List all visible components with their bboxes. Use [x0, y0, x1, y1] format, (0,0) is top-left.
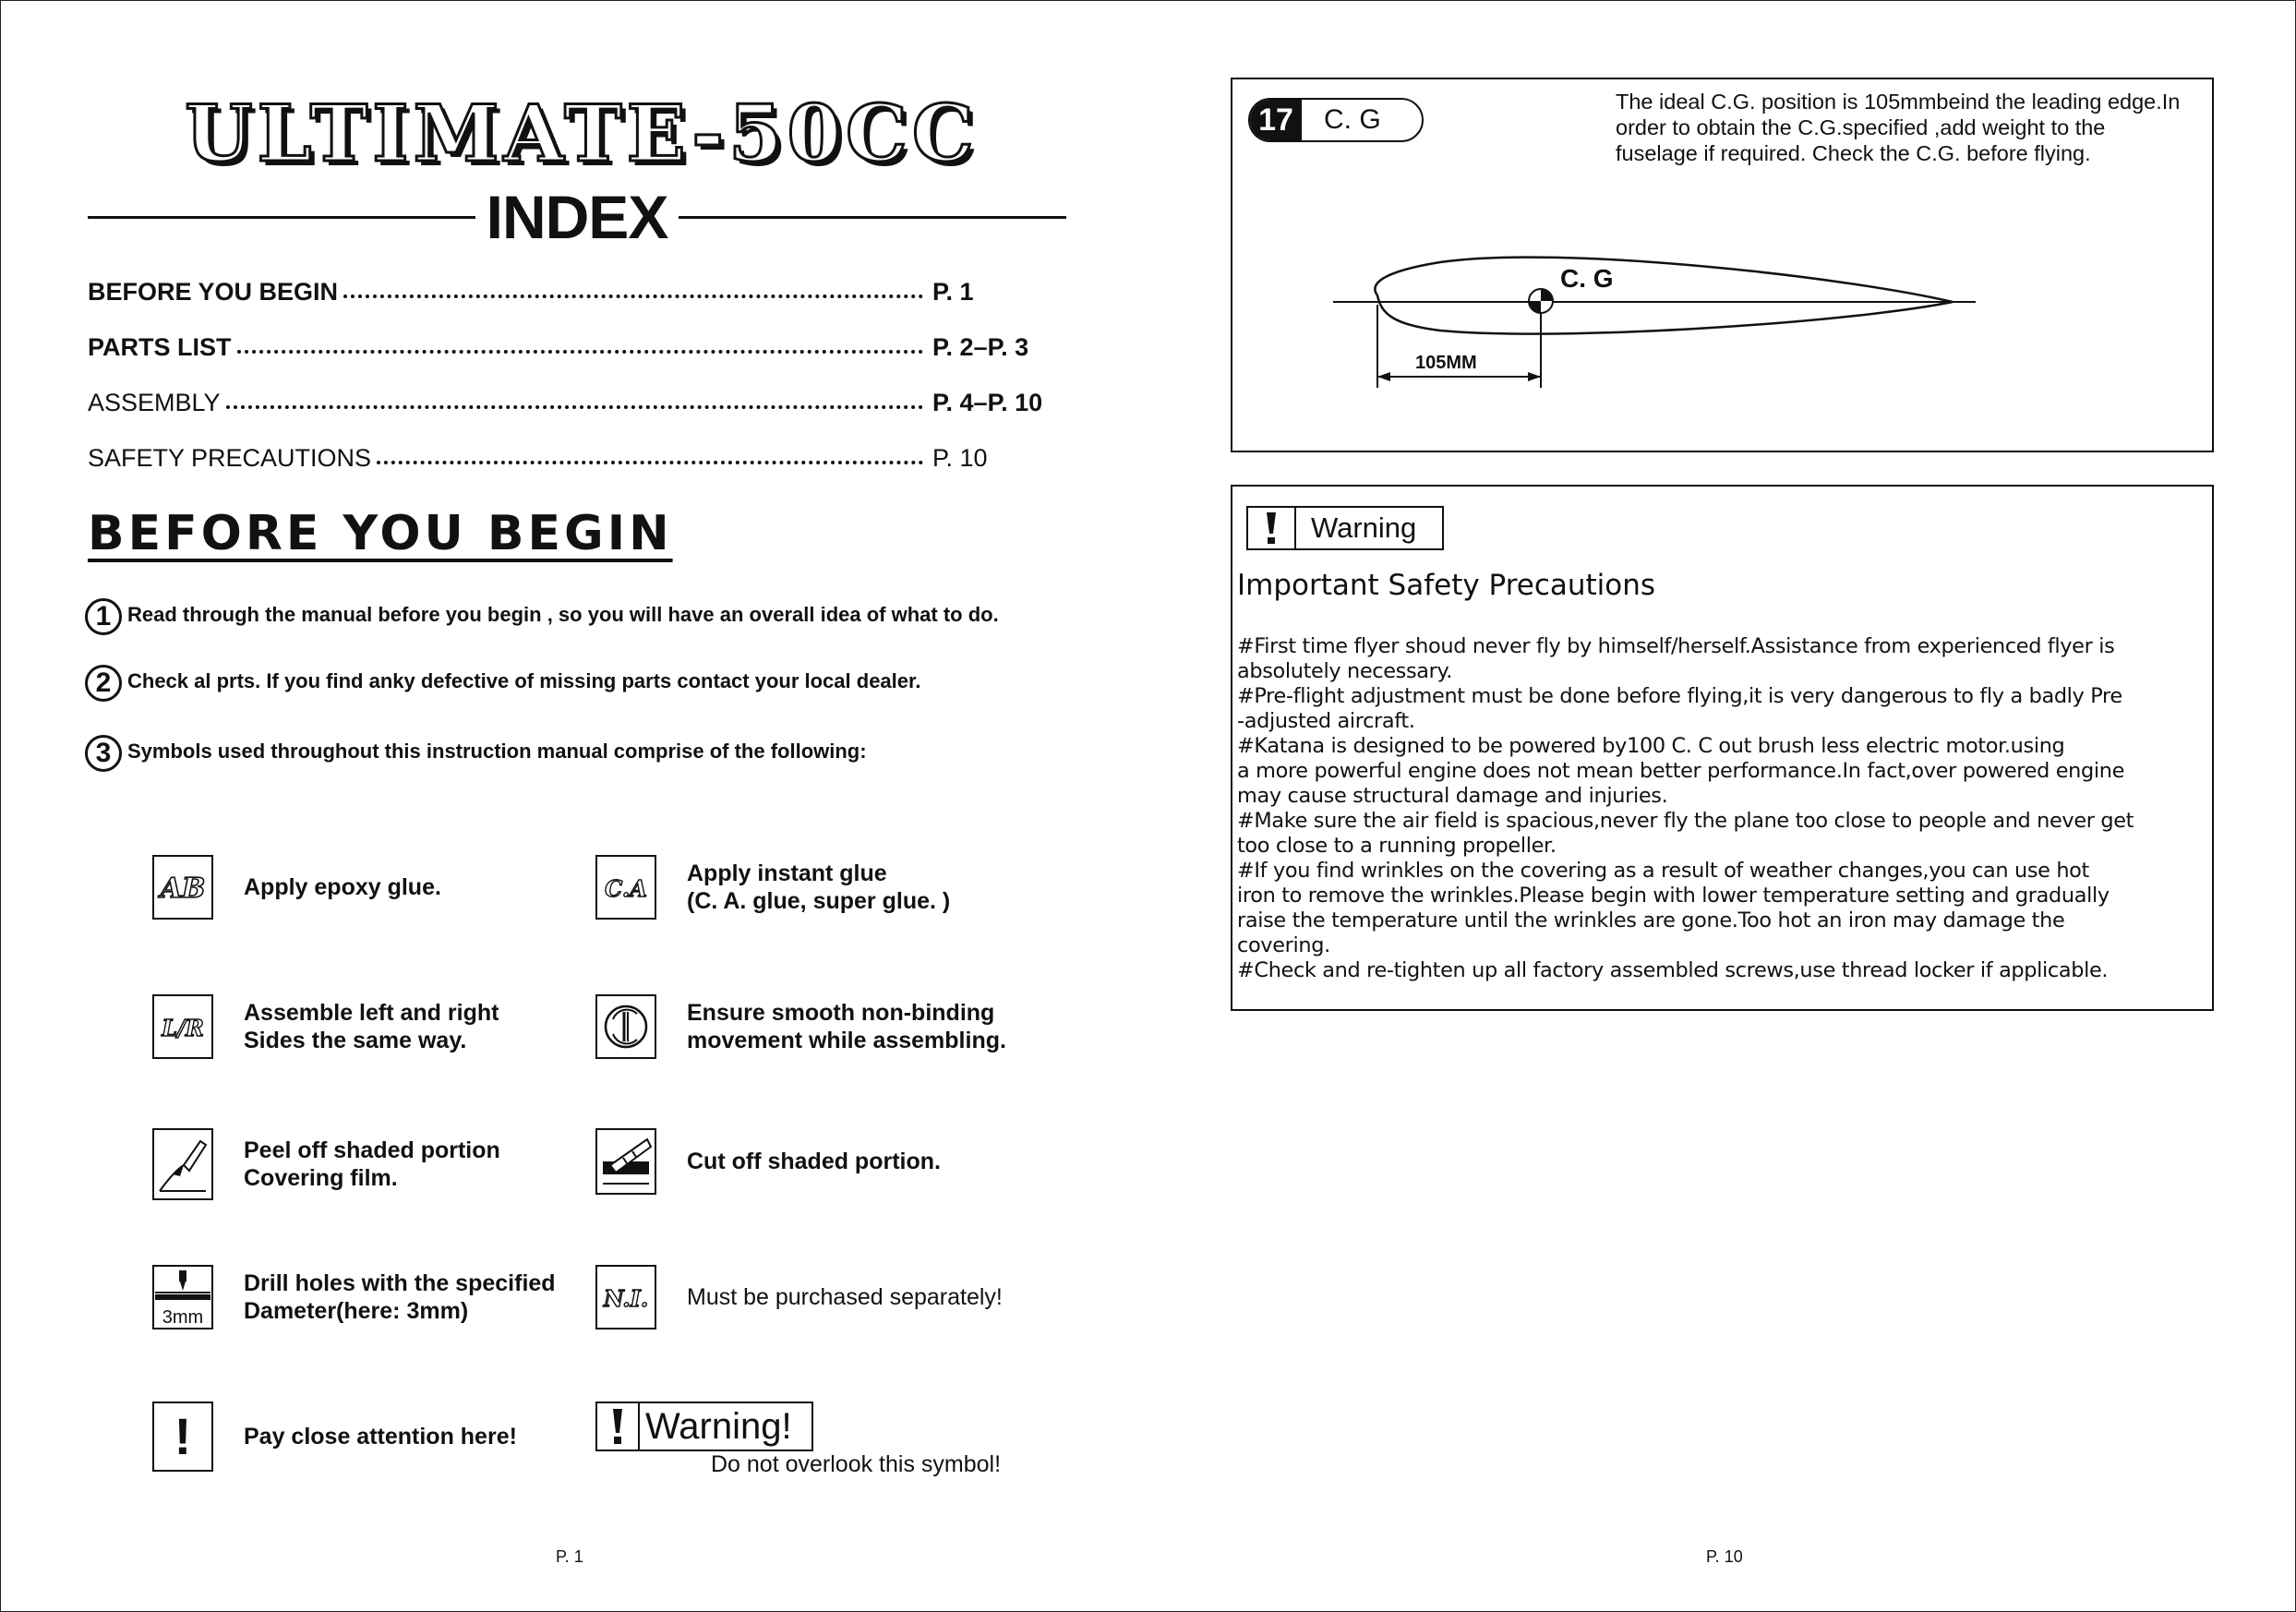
safety-heading: Important Safety Precautions	[1237, 569, 1656, 602]
not-included-icon	[595, 1265, 656, 1329]
toc-title: ASSEMBLY	[88, 389, 221, 416]
exclamation-icon	[597, 1403, 640, 1450]
symbol-item	[595, 1265, 1011, 1329]
drill-holes-icon	[152, 1265, 213, 1329]
knife-peel-glyph	[156, 1134, 210, 1195]
safety-line: #First time flyer shoud never fly by himself/herself.Assistance from experienced flyer is	[1237, 634, 2115, 658]
toc-page: P. 2–P. 3	[932, 333, 1029, 361]
symbol-item	[595, 855, 1011, 920]
exclamation-icon	[1248, 508, 1296, 548]
safety-line: absolutely necessary.	[1237, 659, 1452, 683]
safety-line: raise the temperature until the wrinkles are gone.Too hot an iron may damage the	[1237, 908, 2065, 932]
step-tag	[1248, 98, 1424, 142]
toc-page: P. 4–P. 10	[932, 389, 1043, 416]
toc-entry[interactable]	[88, 270, 1066, 307]
drill-glyph	[155, 1270, 210, 1304]
symbol-item	[595, 1128, 1011, 1195]
cutter-glyph	[599, 1134, 653, 1189]
warning-symbol-note: Do not overlook this symbol!	[711, 1451, 1002, 1477]
symbol-item	[152, 1401, 568, 1472]
svg-text:N.I.: N.I.	[603, 1285, 649, 1312]
symbol-text: Apply instant glue (C. A. glue, super glue. )	[687, 860, 951, 914]
index-rule-right	[679, 216, 1066, 219]
step-number: 3	[85, 735, 122, 772]
toc-entry[interactable]	[88, 436, 1066, 473]
toc-title: SAFETY PRECAUTIONS	[88, 444, 372, 472]
symbol-text: Peel off shaded portion Covering film.	[244, 1137, 500, 1191]
peel-film-icon	[152, 1128, 213, 1200]
safety-line: #If you find wrinkles on the covering as a result of weather changes,you can use hot	[1237, 859, 2089, 883]
safety-line: #Katana is designed to be powered by100 C. C out brush less electric motor.using	[1237, 734, 2065, 758]
symbol-text: Apply epoxy glue.	[244, 874, 441, 900]
brand-title: ULTIMATE-50CC	[185, 88, 979, 179]
instant-glue-icon	[595, 855, 656, 920]
attention-icon: !	[152, 1401, 213, 1472]
left-right-icon	[152, 994, 213, 1059]
diagram-distance-label: 105MM	[1415, 353, 1477, 373]
warning-badge	[1246, 506, 1444, 550]
safety-line: -adjusted aircraft.	[1237, 709, 1415, 733]
step-tag-label: C. G	[1324, 104, 1381, 135]
index-rule-left	[88, 216, 475, 219]
symbol-item	[152, 1265, 568, 1329]
left-right-glyph	[157, 1008, 209, 1045]
index-heading: INDEX	[486, 183, 668, 251]
step-text: Check al prts. If you find anky defective of missing parts contact your local dealer.	[127, 669, 921, 692]
toc-entry[interactable]	[88, 380, 1066, 417]
svg-text:L/R: L/R	[162, 1015, 204, 1041]
symbol-item	[152, 1128, 568, 1200]
index-heading-row	[88, 185, 1066, 249]
symbol-text: Cut off shaded portion.	[687, 1149, 941, 1174]
airfoil-diagram	[1329, 249, 1985, 397]
toc-leader	[226, 405, 923, 409]
hinge-glyph	[600, 1001, 652, 1053]
step-tag-number: 17	[1250, 100, 1302, 140]
symbol-text: Ensure smooth non-binding movement while assembling.	[687, 1000, 1006, 1053]
safety-line: may cause structural damage and injuries.	[1237, 784, 1668, 808]
symbol-text: Drill holes with the specified Dameter(here: 3mm)	[244, 1270, 556, 1324]
diagram-cg-label: C. G	[1560, 264, 1614, 293]
toc-title: BEFORE YOU BEGIN	[88, 278, 339, 306]
safety-text	[1237, 634, 2216, 983]
safety-line: iron to remove the wrinkles.Please begin with lower temperature setting and gradually	[1237, 884, 2110, 908]
toc-entry[interactable]	[88, 325, 1066, 362]
drill-size-label: 3mm	[162, 1307, 204, 1328]
toc-page: P. 10	[932, 444, 988, 472]
page-number-left: P. 1	[556, 1547, 583, 1566]
symbol-text: Must be purchased separately!	[687, 1284, 1003, 1310]
warning-symbol	[595, 1401, 813, 1451]
step-item	[85, 665, 1068, 702]
instant-glue-glyph	[600, 869, 652, 906]
step-item	[85, 735, 1068, 772]
smooth-movement-icon	[595, 994, 656, 1059]
step-item	[85, 598, 1068, 635]
safety-line: #Make sure the air field is spacious,never fly the plane too close to people and never get	[1237, 809, 2134, 833]
step-number: 1	[85, 598, 122, 635]
toc-leader	[343, 295, 923, 298]
symbol-text: Assemble left and right Sides the same way.	[244, 1000, 499, 1053]
epoxy-glue-icon	[152, 855, 213, 920]
warning-badge-label: Warning	[1311, 511, 1417, 544]
cut-off-icon	[595, 1128, 656, 1195]
step-number: 2	[85, 665, 122, 702]
section-heading: BEFORE YOU BEGIN	[88, 506, 673, 561]
safety-line: covering.	[1237, 933, 1330, 957]
not-included-glyph	[599, 1279, 653, 1316]
toc-page: P. 1	[932, 278, 974, 306]
symbol-item	[152, 994, 568, 1059]
page-number-right: P. 10	[1706, 1547, 1743, 1566]
toc-leader	[237, 350, 923, 354]
svg-text:AB: AB	[160, 872, 206, 905]
epoxy-glue-glyph	[157, 869, 209, 906]
safety-line: too close to a running propeller.	[1237, 834, 1557, 858]
step-text: Symbols used throughout this instruction manual comprise of the following:	[127, 740, 867, 763]
symbol-text: Pay close attention here!	[244, 1424, 517, 1450]
step-text: Read through the manual before you begin , so you will have an overall idea of what to do.	[127, 603, 999, 626]
airfoil-outline	[1375, 258, 1953, 334]
safety-line: #Pre-flight adjustment must be done before flying,it is very dangerous to fly a badly Pre	[1237, 684, 2122, 708]
svg-text:C.A: C.A	[605, 875, 647, 902]
toc-leader	[377, 461, 923, 464]
symbol-item	[595, 994, 1011, 1059]
warning-symbol-label: Warning!	[645, 1405, 792, 1447]
toc-title: PARTS LIST	[88, 333, 232, 361]
safety-line: #Check and re-tighten up all factory assembled screws,use thread locker if applicable.	[1237, 958, 2109, 982]
cg-description: The ideal C.G. position is 105mmbeind the leading edge.In order to obtain the C.G.specified ,add weight to the fuselage if required. Check the C.G. before flying.	[1616, 90, 2181, 165]
symbol-item	[152, 855, 568, 920]
safety-line: a more powerful engine does not mean better performance.In fact,over powered engine	[1237, 759, 2124, 783]
